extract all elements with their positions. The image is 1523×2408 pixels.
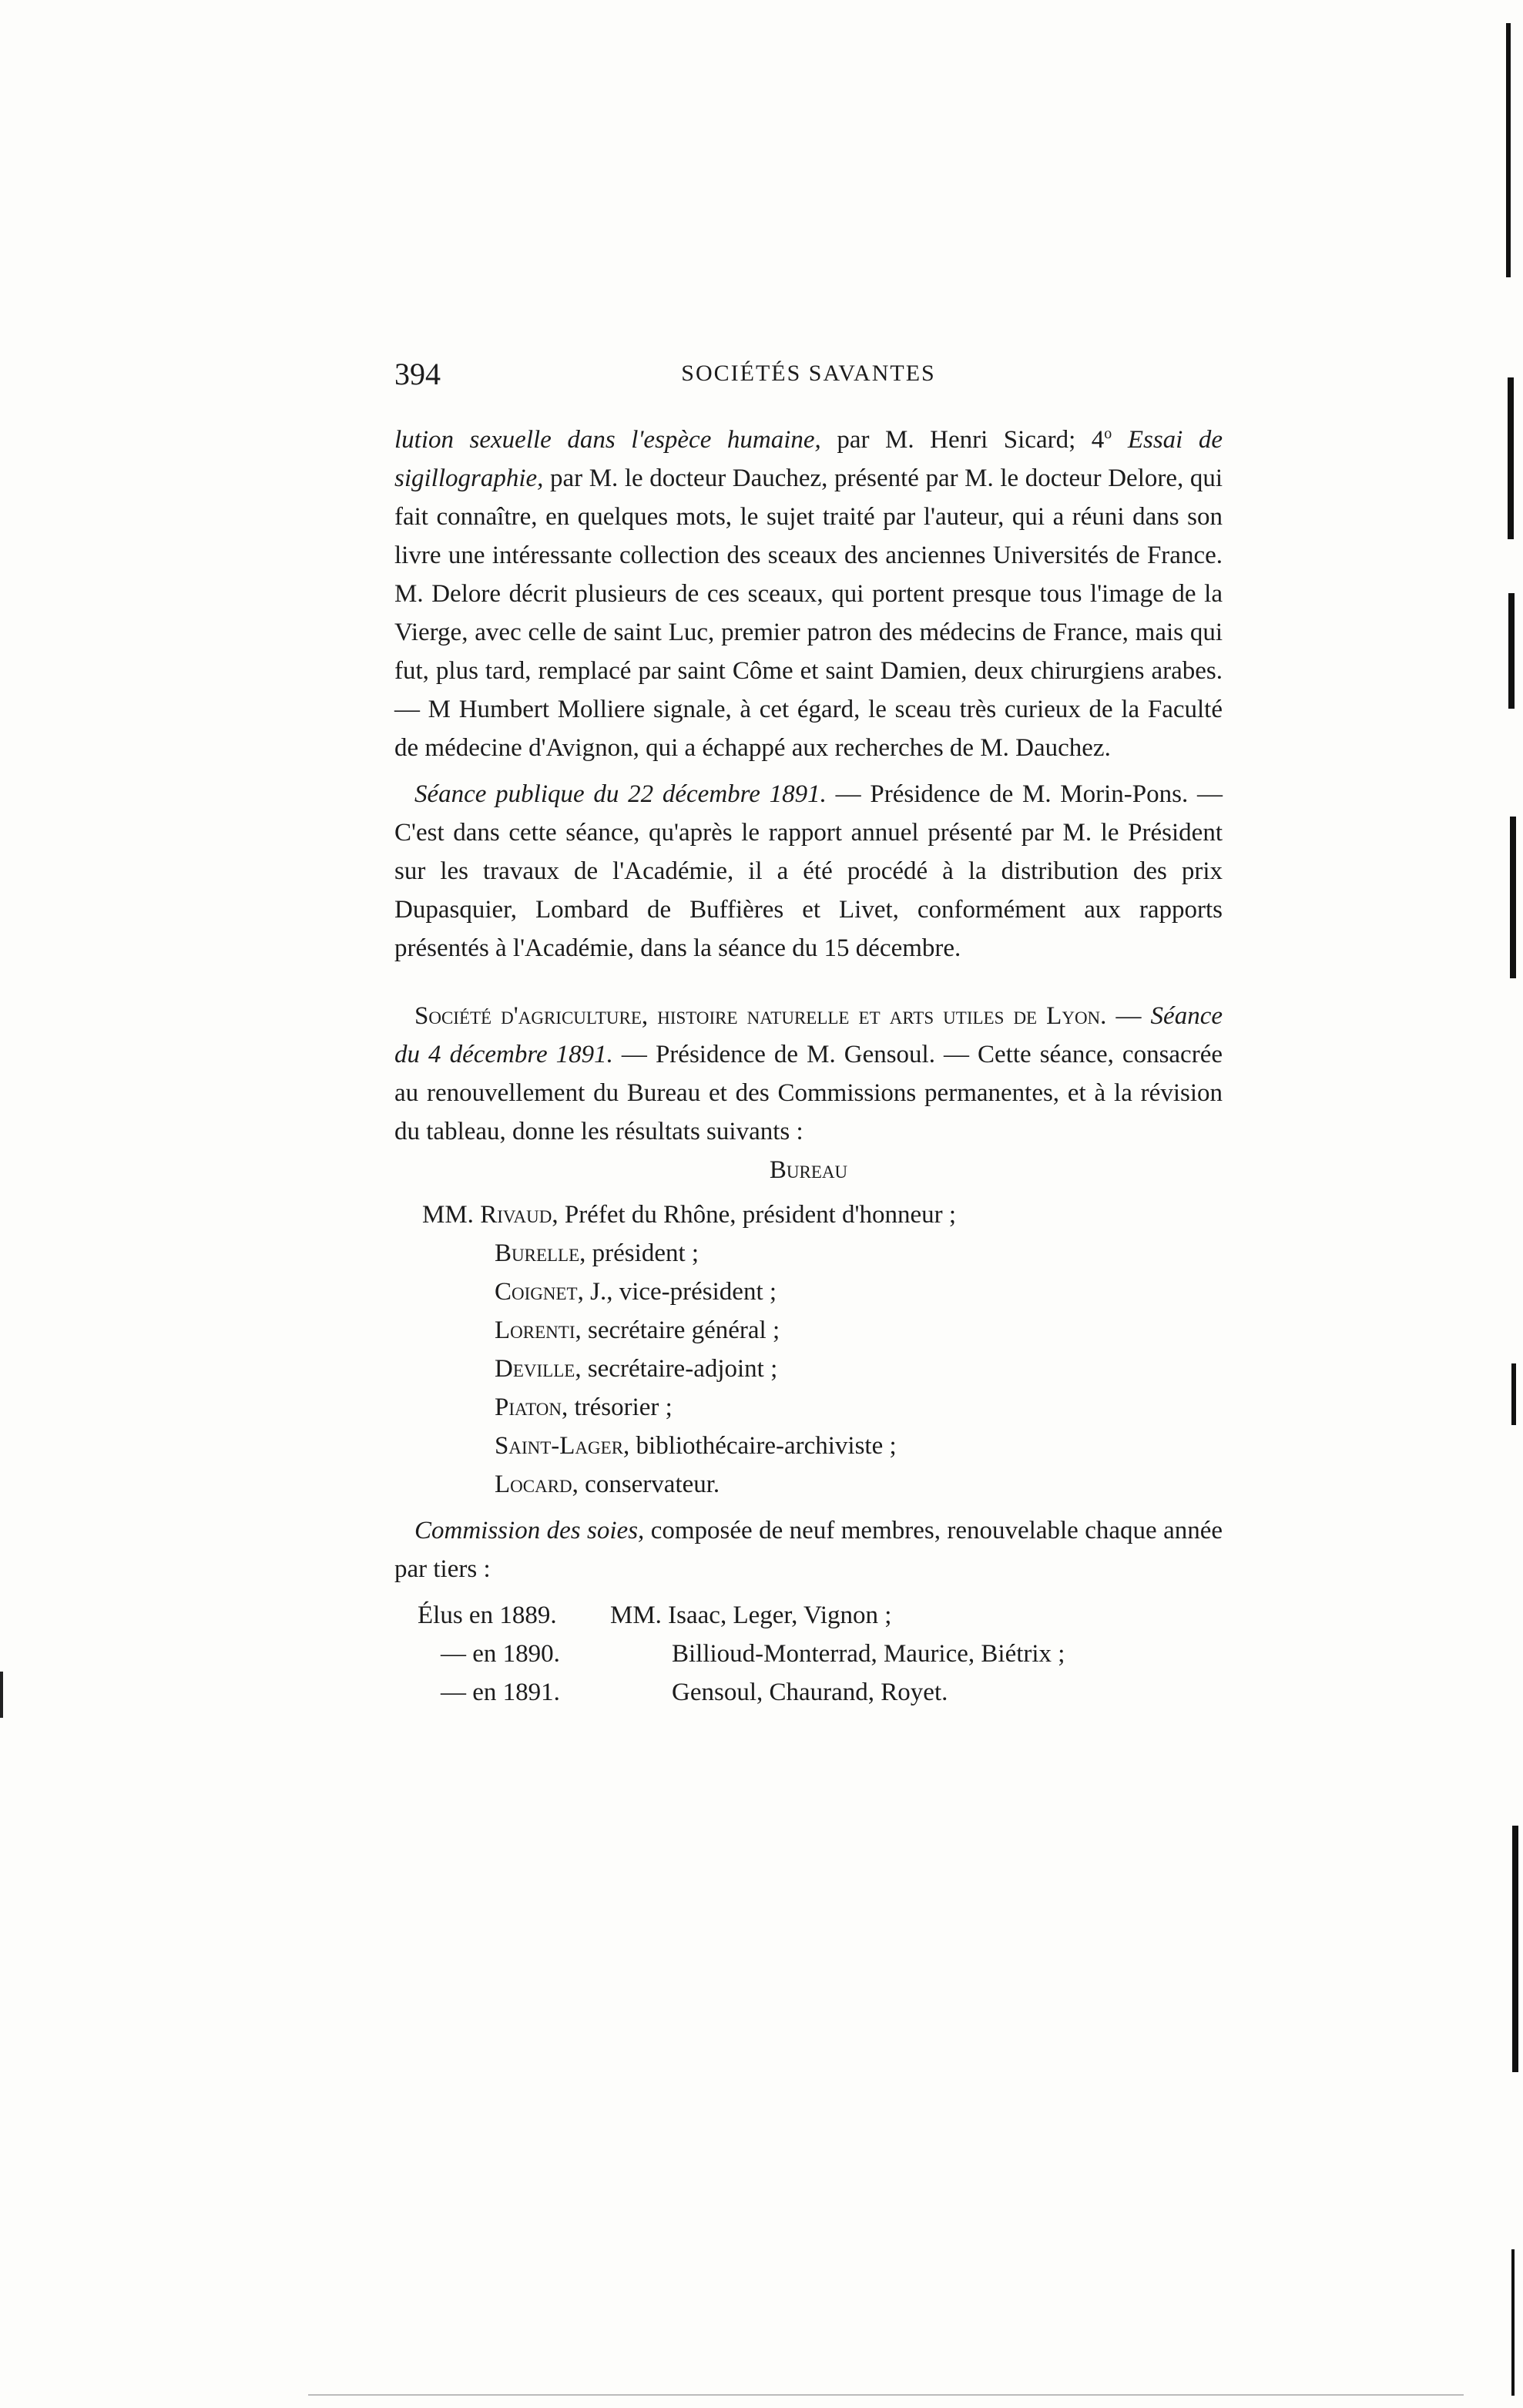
text-run: composée de neuf membres, renouvelable chaque année par tiers :: [394, 1517, 1223, 1583]
member-name: Coignet, J.: [495, 1278, 607, 1306]
italic-date: Séance publique du 22 décembre 1891.: [414, 780, 827, 808]
elus-names: Billioud-Monterrad, Maurice, Biétrix ;: [672, 1640, 1065, 1668]
paragraph-seance-publique: [394, 775, 1223, 968]
text-run: —: [1106, 1002, 1151, 1030]
table-row: [394, 1596, 1065, 1635]
bureau-list: [394, 1196, 1223, 1504]
elus-table: [394, 1596, 1065, 1712]
page-number: 394: [394, 357, 441, 391]
text-run: par M. Henri Sicard; 4: [820, 426, 1105, 454]
elus-year: — en 1891.: [441, 1679, 560, 1706]
bureau-member: [394, 1350, 1223, 1388]
paragraph-societe-agriculture: [394, 997, 1223, 1151]
member-role: , trésorier ;: [561, 1393, 673, 1421]
superscript: o: [1104, 425, 1112, 442]
bureau-heading: Bureau: [769, 1156, 848, 1184]
italic-title: Essai de sigillographie,: [394, 426, 1223, 492]
body-text: [394, 414, 1223, 1712]
bureau-member: [394, 1196, 1223, 1234]
scan-edge-mark: [1506, 23, 1511, 277]
running-title: SOCIÉTÉS SAVANTES: [681, 361, 936, 386]
table-row: [394, 1635, 1065, 1673]
elus-year: Élus en 1889.: [418, 1601, 557, 1629]
member-role: , Préfet du Rhône, président d'honneur ;: [552, 1201, 957, 1229]
scan-edge-mark: [1508, 377, 1514, 539]
scan-edge-mark: [1508, 593, 1515, 709]
scan-edge-mark: [1511, 2249, 1515, 2396]
elus-names: MM. Isaac, Leger, Vignon ;: [610, 1601, 892, 1629]
member-name: Piaton: [495, 1393, 562, 1421]
scan-edge-mark: [0, 1672, 3, 1718]
bureau-member: [394, 1273, 1223, 1311]
paragraph-commission-soies: [394, 1511, 1223, 1588]
text-run: — Présidence de M. Gensoul. — Cette séance, consacrée au renouvellement du Bureau et des Commissions permanentes, et à la révision du tableau, donne les résultats suivants :: [394, 1041, 1223, 1145]
member-name: Locard: [495, 1471, 572, 1498]
scan-edge-mark: [1510, 817, 1516, 978]
text-space: [1112, 426, 1128, 454]
table-row: [394, 1673, 1065, 1712]
scan-edge-mark: [1512, 1826, 1518, 2072]
member-role: , bibliothécaire-archiviste ;: [623, 1432, 897, 1460]
member-role: , secrétaire général ;: [575, 1316, 780, 1344]
italic-date: Séance du 4 décembre 1891.: [394, 1002, 1223, 1068]
text-run: — Présidence de M. Morin-Pons. — C'est dans cette séance, qu'après le rapport annuel présenté par M. le Président sur les travaux de l'Académie, il a été procédé à la distribution des prix Dupasquier, Lombard de Buffières et Livet, conformément aux rapports présentés à l'Académie, dans la séance du 15 décembre.: [394, 780, 1223, 962]
bureau-member: [394, 1465, 1223, 1504]
paragraph-sicard-dauchez: [394, 414, 1223, 767]
bureau-member: [394, 1234, 1223, 1273]
member-role: , président ;: [579, 1239, 699, 1267]
elus-names: Gensoul, Chaurand, Royet.: [672, 1679, 948, 1706]
member-role: , conservateur.: [572, 1471, 720, 1498]
text-run: par M. le docteur Dauchez, présenté par M. le docteur Delore, qui fait connaître, en quelques mots, le sujet traité par l'auteur, qui a réuni dans son livre une intéressante collection des sceaux des anciennes Universités de France. M. Delore décrit plusieurs de ces sceaux, qui portent presque tous l'image de la Vierge, avec celle de saint Luc, premier patron des médecins de France, mais qui fut, plus tard, remplacé par saint Côme et saint Damien, deux chirurgiens arabes. — M Humbert Molliere signale, à cet égard, le sceau très curieux de la Faculté de médecine d'Avignon, qui a échappé aux recherches de M. Dauchez.: [394, 464, 1223, 762]
member-role: , secrétaire-adjoint ;: [575, 1355, 778, 1383]
scan-bottom-rule: [308, 2394, 1464, 2396]
member-name: Deville: [495, 1355, 575, 1383]
page-header: [394, 356, 1223, 394]
italic-title: Commission des soies,: [414, 1517, 645, 1544]
mm-prefix: MM.: [422, 1201, 481, 1229]
elus-year: — en 1890.: [441, 1640, 560, 1668]
bureau-member: [394, 1311, 1223, 1350]
member-name: Saint-Lager: [495, 1432, 624, 1460]
member-name: Lorenti: [495, 1316, 575, 1344]
member-role: , vice-président ;: [606, 1278, 777, 1306]
italic-title: lution sexuelle dans l'espèce humaine,: [394, 426, 821, 454]
scan-edge-mark: [1511, 1363, 1516, 1425]
bureau-member: [394, 1427, 1223, 1465]
member-name: Rivaud: [480, 1201, 552, 1229]
member-name: Burelle: [495, 1239, 580, 1267]
society-name: Société d'agriculture, histoire naturelle et arts utiles de Lyon.: [414, 1002, 1107, 1030]
bureau-member: [394, 1388, 1223, 1427]
